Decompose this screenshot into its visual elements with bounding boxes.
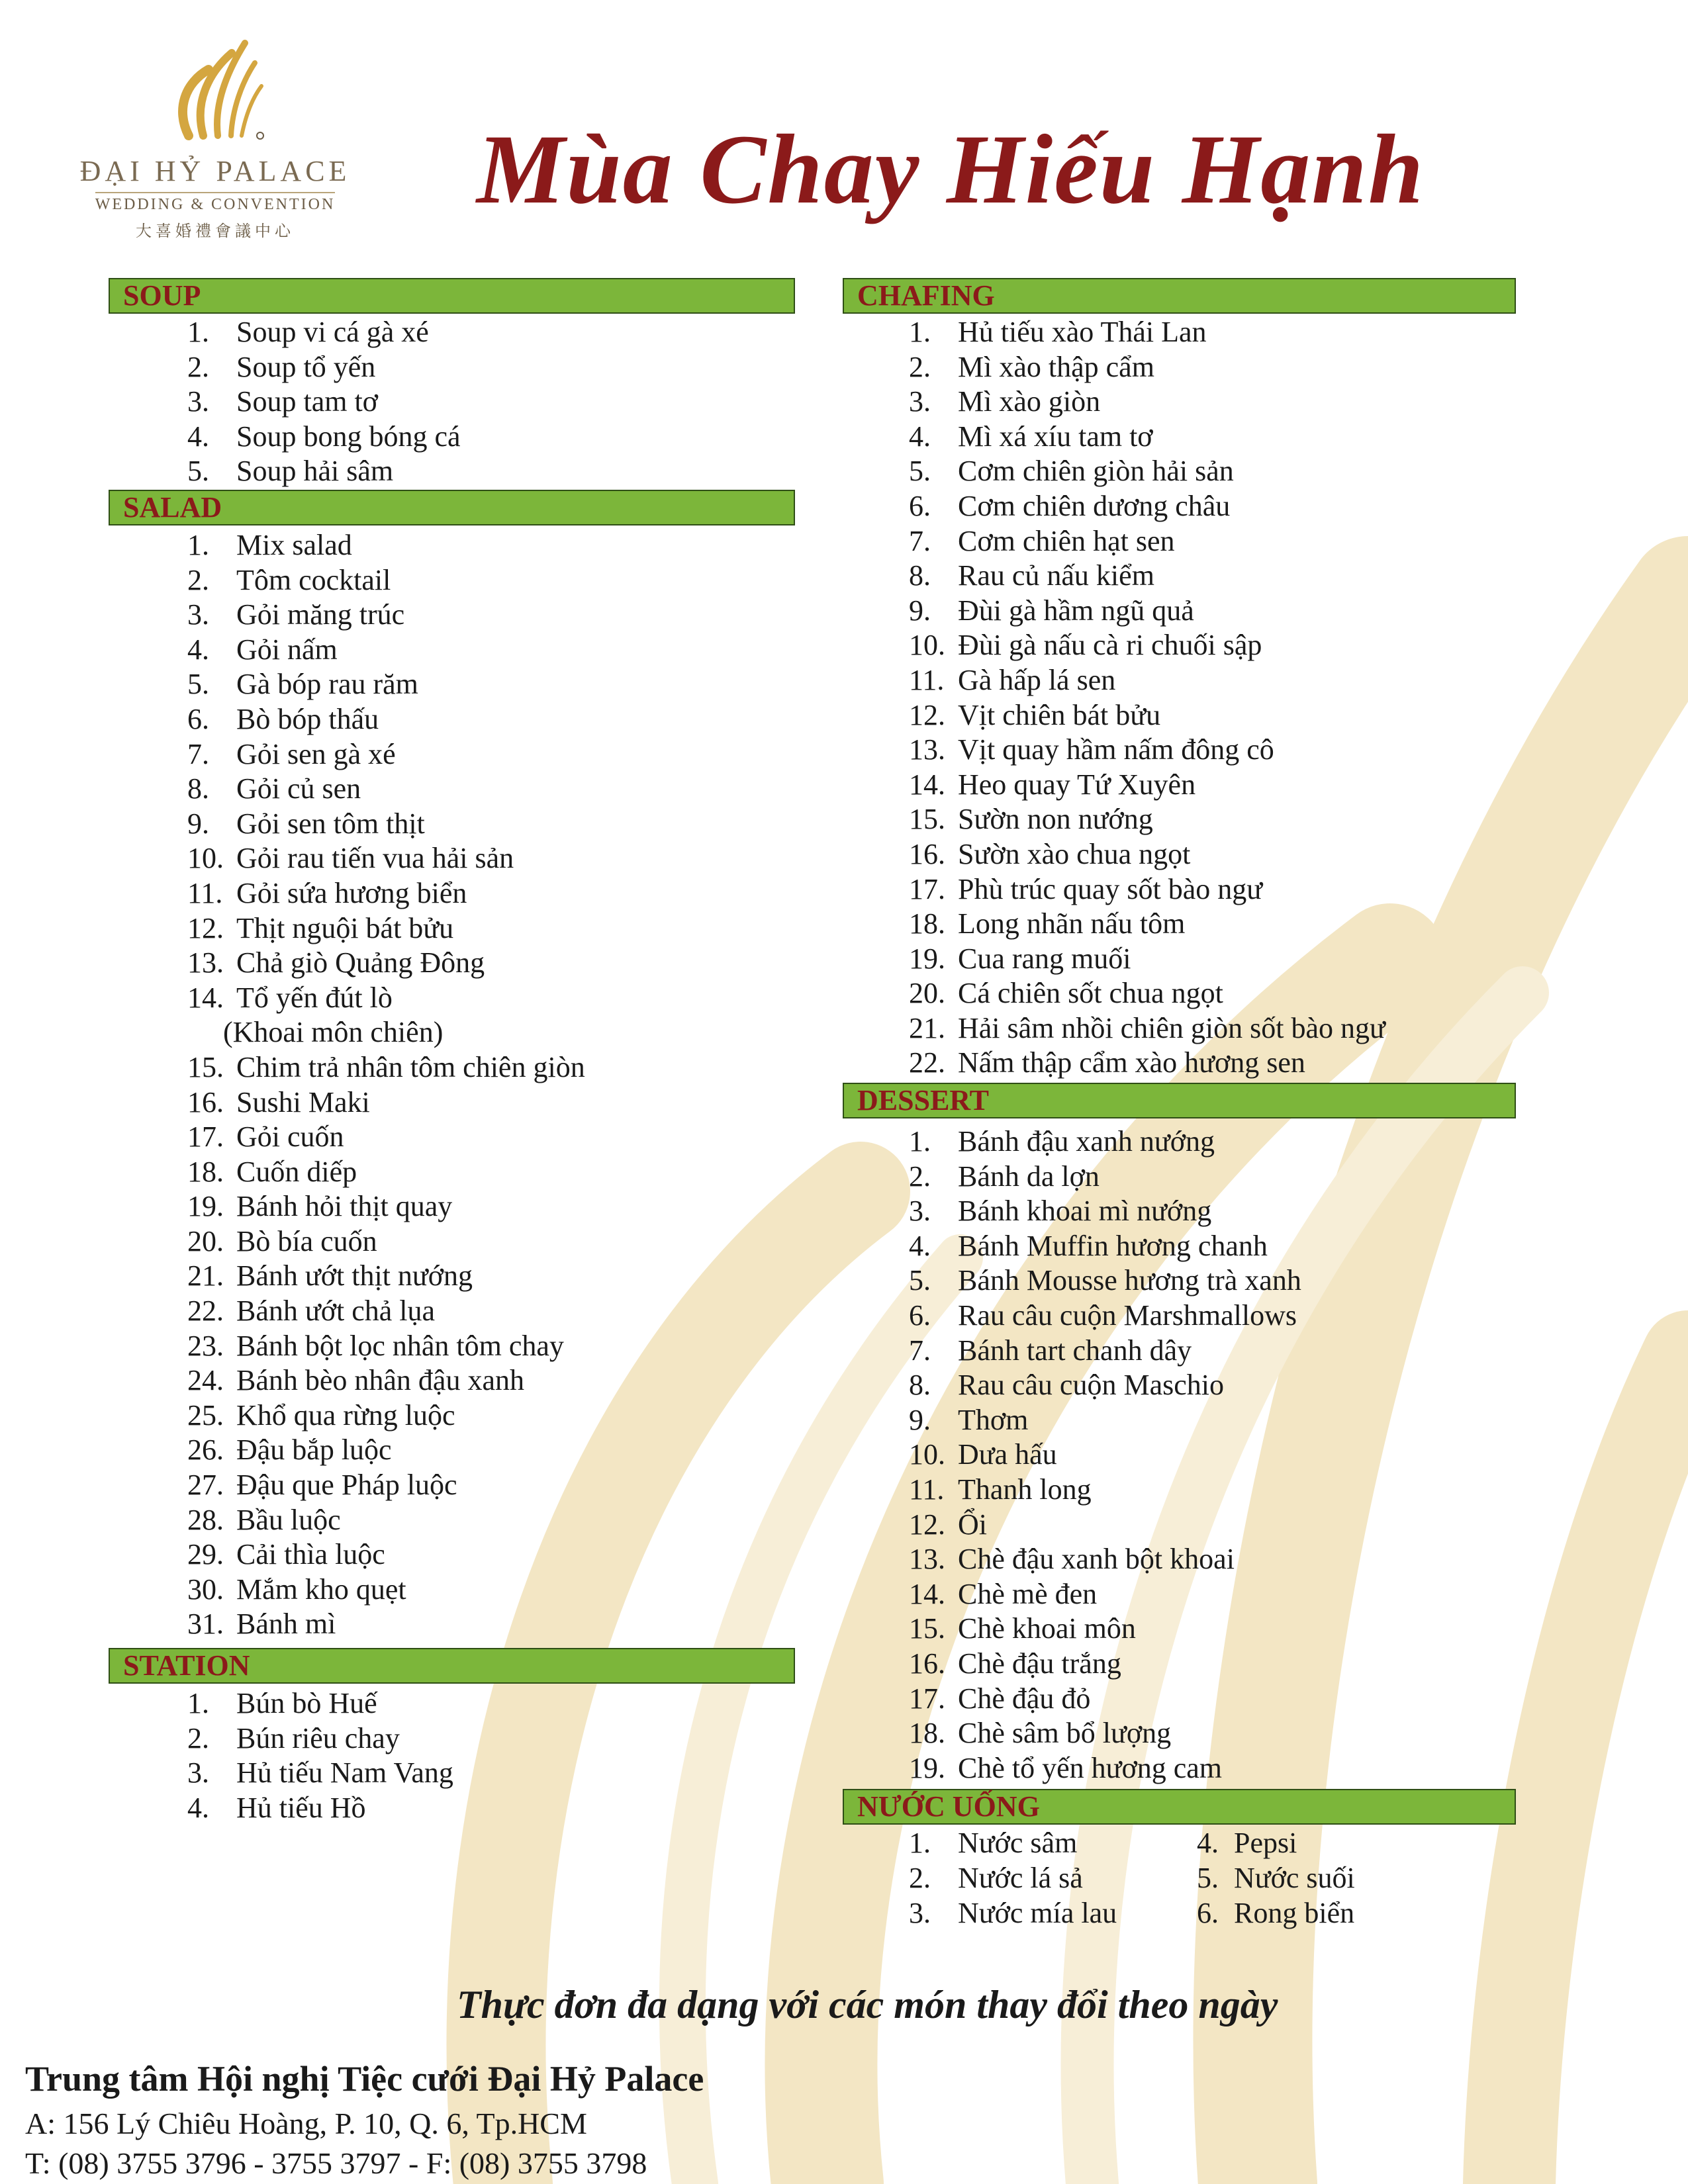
list-item-label: Gỏi cuốn xyxy=(236,1120,344,1154)
list-item-label: Thanh long xyxy=(958,1473,1092,1506)
list-item xyxy=(187,454,461,489)
list-item xyxy=(909,1263,1301,1298)
drinks-col-2 xyxy=(1197,1825,1355,1931)
list-item-label: Bánh bột lọc nhân tôm chay xyxy=(236,1329,564,1362)
list-item-number: 20. xyxy=(909,977,945,1010)
list-item xyxy=(187,1537,585,1572)
logo-brand-name: ĐẠI HỶ PALACE xyxy=(79,155,351,187)
list-item-number: 16. xyxy=(187,1085,224,1118)
list-item-number: 12. xyxy=(187,911,224,944)
list-item xyxy=(187,1050,585,1085)
list-item-number: 14. xyxy=(909,1577,945,1610)
list-item xyxy=(187,420,461,455)
list-item-label: Bánh hỏi thịt quay xyxy=(236,1190,453,1223)
dessert-list xyxy=(909,1124,1301,1786)
list-item-number: 17. xyxy=(187,1120,224,1154)
list-item-label: Rau câu cuộn Maschio xyxy=(958,1369,1224,1402)
list-item-number: 19. xyxy=(909,1751,945,1784)
list-item-label: Gỏi rau tiến vua hải sản xyxy=(236,842,514,875)
list-item-number: 15. xyxy=(909,803,945,836)
list-item-label: Bò bóp thấu xyxy=(236,702,379,735)
list-item-number: 28. xyxy=(187,1503,224,1536)
list-item-label: Bánh Muffin hương chanh xyxy=(958,1229,1268,1262)
list-item-label: Bánh bèo nhân đậu xanh xyxy=(236,1364,524,1397)
list-item-number: 17. xyxy=(909,872,945,905)
list-item xyxy=(909,594,1385,629)
list-item xyxy=(909,1011,1385,1046)
list-item-number: 20. xyxy=(187,1224,224,1257)
list-item xyxy=(187,1224,585,1259)
list-item-number: 3. xyxy=(909,1195,931,1228)
list-item-label: Vịt quay hầm nấm đông cô xyxy=(958,733,1274,766)
list-item-label: Bầu luộc xyxy=(236,1503,341,1536)
list-item xyxy=(187,350,461,385)
list-item-label: Sushi Maki xyxy=(236,1085,370,1118)
list-item-number: 6. xyxy=(187,702,209,735)
footer-tagline: Thực đơn đa dạng với các món thay đổi theo ngày xyxy=(457,1983,1278,2026)
list-item xyxy=(187,1398,585,1433)
list-item-label: Soup bong bóng cá xyxy=(236,420,461,453)
list-item-label: Sườn non nướng xyxy=(958,803,1153,836)
list-item xyxy=(909,489,1385,524)
list-item xyxy=(187,1294,585,1329)
list-item-number: 3. xyxy=(909,385,931,418)
list-item-label: Đùi gà nấu cà ri chuối sập xyxy=(958,629,1262,662)
list-item-label: Gỏi củ sen xyxy=(236,772,361,805)
list-item-number: 7. xyxy=(909,1334,931,1367)
drinks-col-1 xyxy=(909,1825,1117,1931)
list-item-number: 9. xyxy=(187,807,209,840)
list-item-number: 13. xyxy=(187,946,224,979)
list-item xyxy=(909,559,1385,594)
logo-subtitle: WEDDING & CONVENTION xyxy=(95,192,336,214)
list-item-label: Thơm xyxy=(958,1403,1029,1436)
list-item-number: 7. xyxy=(909,524,931,557)
list-item-number: 4. xyxy=(187,1791,209,1824)
list-item-label: Đậu que Pháp luộc xyxy=(236,1469,457,1502)
list-item xyxy=(187,1433,585,1468)
list-item-number: 10. xyxy=(187,842,224,875)
list-item xyxy=(187,528,585,563)
list-item xyxy=(187,1259,585,1294)
soup-list xyxy=(187,315,461,489)
list-item-number: 29. xyxy=(187,1538,224,1571)
list-item xyxy=(909,1542,1301,1577)
list-item-number: 10. xyxy=(909,629,945,662)
list-item-label: Soup vi cá gà xé xyxy=(236,316,429,348)
list-item-number: 4. xyxy=(187,420,209,453)
list-item-label: Long nhãn nấu tôm xyxy=(958,907,1186,940)
list-item-label: Phù trúc quay sốt bào ngư xyxy=(958,872,1263,905)
list-item xyxy=(187,1363,585,1398)
section-heading-drinks: NƯỚC UỐNG xyxy=(843,1789,1516,1825)
list-item-note xyxy=(187,1015,585,1050)
list-item-number: 17. xyxy=(909,1682,945,1715)
list-item-label: Chè đậu trắng xyxy=(958,1647,1121,1680)
list-item-label: Bánh da lợn xyxy=(958,1160,1100,1193)
list-item-number: 2. xyxy=(909,1160,931,1193)
list-item-label: Soup hải sâm xyxy=(236,455,394,488)
list-item xyxy=(909,872,1385,907)
list-item-label: Bánh ướt thịt nướng xyxy=(236,1259,473,1293)
brand-logo xyxy=(73,36,357,248)
list-item-number: 27. xyxy=(187,1469,224,1502)
list-item xyxy=(909,907,1385,942)
list-item-label: Hủ tiếu xào Thái Lan xyxy=(958,316,1207,348)
drink-item: 2. Nước lá sả xyxy=(909,1862,1083,1894)
list-item-label: Gỏi sen tôm thịt xyxy=(236,807,425,840)
list-item xyxy=(187,598,585,633)
list-item-label: Soup tam tơ xyxy=(236,385,378,418)
list-item xyxy=(909,1716,1301,1751)
list-item xyxy=(187,981,585,1016)
list-item-label: Hải sâm nhồi chiên giòn sốt bào ngư xyxy=(958,1011,1385,1044)
list-item-label: Cơm chiên giòn hải sản xyxy=(958,455,1234,488)
list-item-label: Bánh khoai mì nướng xyxy=(958,1195,1212,1228)
list-item-label: Bánh Mousse hương trà xanh xyxy=(958,1264,1301,1297)
list-item xyxy=(909,1437,1301,1473)
list-item-label: Chè khoai môn xyxy=(958,1612,1136,1645)
list-item-number: 14. xyxy=(187,981,224,1014)
list-item-label: Thịt nguội bát bửu xyxy=(236,911,454,944)
list-item-number: 19. xyxy=(909,942,945,975)
list-item-label: Chả giò Quảng Đông xyxy=(236,946,485,979)
list-item xyxy=(909,942,1385,977)
list-item-label: Gà bóp rau răm xyxy=(236,668,418,701)
list-item-label: Cá chiên sốt chua ngọt xyxy=(958,977,1223,1010)
drink-item: 6. Rong biển xyxy=(1197,1897,1355,1929)
list-item xyxy=(909,1124,1301,1160)
footer-address: A: 156 Lý Chiêu Hoàng, P. 10, Q. 6, Tp.HCM xyxy=(25,2107,587,2140)
list-item-label: Chè tổ yến hương cam xyxy=(958,1751,1223,1784)
list-item-label: Khổ qua rừng luộc xyxy=(236,1398,455,1432)
list-item-label: Hủ tiếu Hồ xyxy=(236,1791,366,1824)
section-heading-chafing: CHAFING xyxy=(843,278,1516,314)
list-item xyxy=(909,663,1385,698)
list-item-number: 11. xyxy=(909,1473,945,1506)
list-item-number: 30. xyxy=(187,1572,224,1606)
list-item xyxy=(187,1085,585,1120)
list-item-label: Cua rang muối xyxy=(958,942,1131,975)
list-item-label: Gỏi sen gà xé xyxy=(236,737,396,770)
list-item-number: 10. xyxy=(909,1438,945,1471)
list-item xyxy=(909,350,1385,385)
list-item xyxy=(909,385,1385,420)
list-item xyxy=(187,946,585,981)
list-item-label: Tổ yến đút lò xyxy=(236,981,393,1014)
list-item xyxy=(909,976,1385,1011)
list-item-number: 5. xyxy=(187,455,209,488)
list-item xyxy=(909,454,1385,489)
list-item xyxy=(187,702,585,737)
chafing-list xyxy=(909,315,1385,1081)
list-item-number: 6. xyxy=(909,1298,931,1332)
list-item-number: 7. xyxy=(187,737,209,770)
list-item xyxy=(909,1577,1301,1612)
list-item xyxy=(187,1329,585,1364)
list-item-label: Tôm cocktail xyxy=(236,563,391,596)
list-item xyxy=(187,563,585,598)
logo-chinese-name: 大喜婚禮會議中心 xyxy=(136,222,295,240)
list-item-label: Mắm kho quẹt xyxy=(236,1572,406,1606)
list-item-number: 2. xyxy=(187,563,209,596)
drink-item: 5. Nước suối xyxy=(1197,1862,1355,1894)
list-item-label: Mì xào giòn xyxy=(958,385,1101,418)
list-item-number: 2. xyxy=(187,1721,209,1754)
list-item-number: 4. xyxy=(187,633,209,666)
list-item xyxy=(187,1155,585,1190)
list-item-number: 1. xyxy=(909,316,931,348)
list-item-label: Heo quay Tứ Xuyên xyxy=(958,768,1196,801)
list-item-note-text: (Khoai môn chiên) xyxy=(223,1016,444,1049)
list-item-label: Đùi gà hầm ngũ quả xyxy=(958,594,1194,627)
list-item xyxy=(187,1503,585,1538)
list-item-number: 22. xyxy=(187,1295,224,1328)
list-item xyxy=(909,1046,1385,1081)
list-item xyxy=(187,1468,585,1503)
list-item xyxy=(187,1686,453,1721)
list-item-label: Gà hấp lá sen xyxy=(958,663,1116,696)
list-item-number: 23. xyxy=(187,1329,224,1362)
footer-company-name: Trung tâm Hội nghị Tiệc cưới Đại Hỷ Palace xyxy=(25,2059,704,2099)
list-item xyxy=(187,1572,585,1608)
list-item-label: Gỏi nấm xyxy=(236,633,338,666)
list-item-number: 16. xyxy=(909,837,945,870)
list-item xyxy=(909,628,1385,663)
salad-list xyxy=(187,528,585,1642)
list-item-label: Chè đậu đỏ xyxy=(958,1682,1091,1715)
list-item-number: 13. xyxy=(909,733,945,766)
list-item-label: Cải thìa luộc xyxy=(236,1538,385,1571)
list-item xyxy=(187,633,585,668)
list-item-label: Nấm thập cẩm xào hương sen xyxy=(958,1046,1305,1079)
list-item-label: Mì xào thập cẩm xyxy=(958,350,1154,383)
list-item-number: 15. xyxy=(909,1612,945,1645)
list-item-number: 18. xyxy=(187,1155,224,1188)
list-item xyxy=(909,837,1385,872)
list-item-number: 25. xyxy=(187,1398,224,1432)
list-item xyxy=(187,667,585,702)
list-item-label: Dưa hấu xyxy=(958,1438,1057,1471)
list-item-number: 9. xyxy=(909,1403,931,1436)
list-item-label: Vịt chiên bát bửu xyxy=(958,698,1161,731)
list-item xyxy=(909,698,1385,733)
list-item xyxy=(187,1791,453,1826)
list-item xyxy=(187,1721,453,1756)
list-item xyxy=(187,911,585,946)
list-item xyxy=(909,1682,1301,1717)
list-item-number: 16. xyxy=(909,1647,945,1680)
list-item-label: Cuốn diếp xyxy=(236,1155,357,1188)
list-item-number: 1. xyxy=(187,1687,209,1719)
list-item xyxy=(909,1334,1301,1369)
list-item-label: Đậu bắp luộc xyxy=(236,1433,392,1467)
section-heading-salad: SALAD xyxy=(109,490,795,525)
list-item xyxy=(187,841,585,876)
list-item-number: 19. xyxy=(187,1190,224,1223)
list-item xyxy=(909,733,1385,768)
list-item xyxy=(187,385,461,420)
list-item-label: Chè đậu xanh bột khoai xyxy=(958,1543,1235,1576)
list-item-number: 8. xyxy=(909,559,931,592)
list-item-number: 2. xyxy=(187,350,209,383)
list-item xyxy=(909,802,1385,837)
list-item-label: Chim trả nhân tôm chiên giòn xyxy=(236,1050,585,1083)
list-item-number: 31. xyxy=(187,1608,224,1641)
list-item xyxy=(909,1508,1301,1543)
list-item-number: 12. xyxy=(909,1508,945,1541)
drink-item: 3. Nước mía lau xyxy=(909,1897,1117,1929)
list-item xyxy=(187,1756,453,1791)
station-list xyxy=(187,1686,453,1825)
list-item-label: Bún riêu chay xyxy=(236,1721,400,1754)
list-item-number: 9. xyxy=(909,594,931,627)
list-item xyxy=(187,772,585,807)
list-item-number: 26. xyxy=(187,1433,224,1467)
list-item-label: Bánh ướt chả lụa xyxy=(236,1295,436,1328)
section-heading-station: STATION xyxy=(109,1648,795,1684)
gold-wave-logo-icon xyxy=(162,36,268,149)
list-item xyxy=(187,1607,585,1642)
list-item-number: 2. xyxy=(909,350,931,383)
list-item-number: 1. xyxy=(909,1125,931,1158)
list-item-number: 11. xyxy=(909,663,945,696)
list-item-number: 15. xyxy=(187,1050,224,1083)
list-item xyxy=(909,420,1385,455)
list-item-number: 1. xyxy=(187,529,209,561)
list-item xyxy=(909,1160,1301,1195)
list-item-number: 3. xyxy=(187,1756,209,1790)
list-item xyxy=(909,1473,1301,1508)
list-item-label: Bánh mì xyxy=(236,1608,336,1641)
list-item-number: 3. xyxy=(187,598,209,631)
list-item-number: 22. xyxy=(909,1046,945,1079)
list-item-number: 18. xyxy=(909,907,945,940)
list-item-label: Bò bía cuốn xyxy=(236,1224,377,1257)
list-item-number: 5. xyxy=(909,455,931,488)
list-item-label: Gỏi măng trúc xyxy=(236,598,405,631)
list-item xyxy=(909,1403,1301,1438)
list-item-number: 1. xyxy=(187,316,209,348)
list-item-number: 21. xyxy=(909,1011,945,1044)
drink-item: 1. Nước sâm xyxy=(909,1827,1078,1859)
section-heading-dessert: DESSERT xyxy=(843,1083,1516,1118)
drink-item: 4. Pepsi xyxy=(1197,1827,1297,1859)
list-item xyxy=(187,876,585,911)
list-item-number: 5. xyxy=(187,668,209,701)
list-item-number: 14. xyxy=(909,768,945,801)
footer-phone: T: (08) 3755 3796 - 3755 3797 - F: (08) 3755 3798 xyxy=(25,2146,647,2180)
section-heading-soup: SOUP xyxy=(109,278,795,314)
list-item-label: Bánh tart chanh dây xyxy=(958,1334,1192,1367)
list-item-label: Mì xá xíu tam tơ xyxy=(958,420,1153,453)
list-item-number: 5. xyxy=(909,1264,931,1297)
list-item-label: Rau củ nấu kiểm xyxy=(958,559,1154,592)
list-item xyxy=(187,737,585,772)
list-item xyxy=(187,1189,585,1224)
list-item-label: Sườn xào chua ngọt xyxy=(958,837,1191,870)
list-item-number: 6. xyxy=(909,489,931,522)
list-item xyxy=(909,1298,1301,1334)
list-item-number: 3. xyxy=(187,385,209,418)
list-item-number: 11. xyxy=(187,876,223,909)
list-item xyxy=(909,1647,1301,1682)
list-item xyxy=(909,524,1385,559)
list-item-label: Cơm chiên hạt sen xyxy=(958,524,1175,557)
list-item xyxy=(187,1120,585,1155)
list-item xyxy=(909,768,1385,803)
list-item xyxy=(909,1229,1301,1264)
list-item-number: 8. xyxy=(187,772,209,805)
list-item-label: Chè sâm bổ lượng xyxy=(958,1717,1172,1750)
list-item-number: 21. xyxy=(187,1259,224,1293)
list-item-number: 12. xyxy=(909,698,945,731)
list-item xyxy=(187,315,461,350)
list-item-number: 4. xyxy=(909,420,931,453)
list-item-label: Soup tổ yến xyxy=(236,350,376,383)
list-item-number: 4. xyxy=(909,1229,931,1262)
list-item-label: Gỏi sứa hương biển xyxy=(236,876,467,909)
list-item-label: Cơm chiên dương châu xyxy=(958,489,1231,522)
list-item xyxy=(909,1751,1301,1786)
list-item-label: Chè mè đen xyxy=(958,1577,1098,1610)
page-title: Mùa Chay Hiếu Hạnh xyxy=(477,114,1425,224)
list-item-number: 24. xyxy=(187,1364,224,1397)
list-item-number: 18. xyxy=(909,1717,945,1750)
list-item-number: 8. xyxy=(909,1369,931,1402)
list-item xyxy=(909,1612,1301,1647)
list-item-label: Hủ tiếu Nam Vang xyxy=(236,1756,453,1790)
list-item-label: Mix salad xyxy=(236,529,352,561)
list-item-label: Bánh đậu xanh nướng xyxy=(958,1125,1215,1158)
list-item-label: Bún bò Huế xyxy=(236,1687,377,1719)
list-item-number: 13. xyxy=(909,1543,945,1576)
list-item xyxy=(909,1368,1301,1403)
list-item xyxy=(909,315,1385,350)
list-item xyxy=(187,807,585,842)
list-item-label: Ổi xyxy=(958,1508,987,1541)
list-item xyxy=(909,1194,1301,1229)
list-item-label: Rau câu cuộn Marshmallows xyxy=(958,1298,1297,1332)
